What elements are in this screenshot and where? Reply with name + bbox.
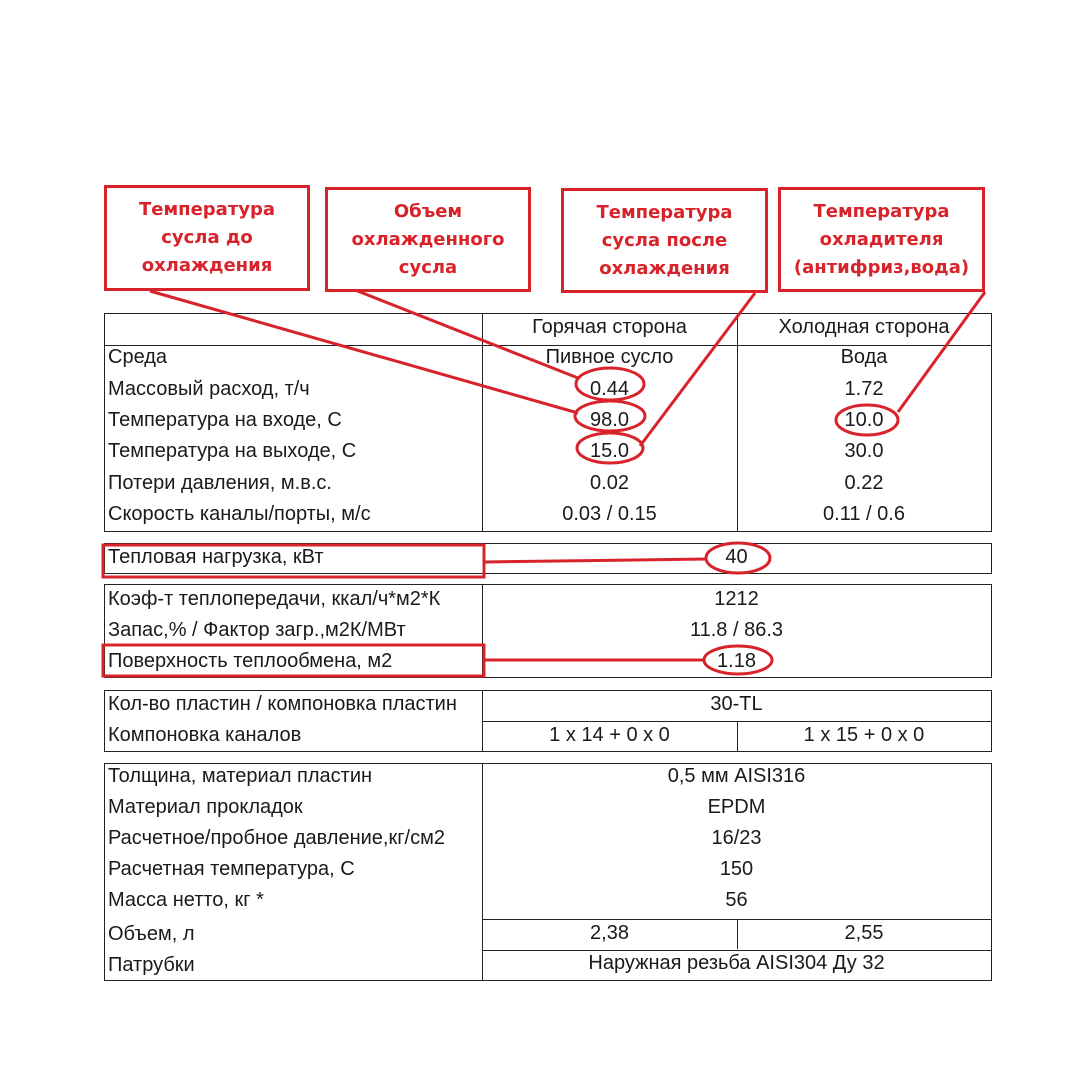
plate-count-label: Кол-во пластин / компоновка пластин bbox=[108, 693, 457, 715]
net-mass-label: Масса нетто, кг * bbox=[108, 889, 264, 911]
volume-hot: 2,38 bbox=[590, 922, 629, 944]
channels-label: Компоновка каналов bbox=[108, 724, 302, 746]
margin-fouling-value: 11.8 / 86.3 bbox=[689, 619, 784, 641]
callout-outlet-temp bbox=[561, 188, 768, 293]
volume-cold: 2,55 bbox=[844, 922, 884, 944]
plates-table bbox=[104, 690, 992, 752]
row-pressure-loss-hot: 0.02 bbox=[590, 472, 629, 494]
nozzles-value: Наружная резьба AISI304 Ду 32 bbox=[588, 952, 885, 974]
row-mass-flow-label: Массовый расход, т/ч bbox=[108, 378, 310, 400]
main-parameters-table bbox=[104, 313, 992, 532]
row-outlet-temp-cold: 30.0 bbox=[844, 440, 884, 462]
plate-count-value: 30-TL bbox=[710, 693, 763, 715]
row-velocity-label: Скорость каналы/порты, м/с bbox=[108, 503, 371, 525]
row-inlet-temp-label: Температура на входе, С bbox=[108, 409, 342, 431]
plate-thickness-value: 0,5 мм AISI316 bbox=[667, 765, 806, 787]
heat-load-value: 40 bbox=[725, 546, 748, 568]
transfer-coef-label: Коэф-т теплопередачи, ккал/ч*м2*К bbox=[108, 588, 441, 610]
row-pressure-loss-label: Потери давления, м.в.с. bbox=[108, 472, 332, 494]
volume-label: Объем, л bbox=[108, 923, 195, 945]
row-inlet-temp-cold: 10.0 bbox=[844, 409, 884, 431]
gasket-material-label: Материал прокладок bbox=[108, 796, 303, 818]
cold-side-header: Холодная сторона bbox=[778, 316, 950, 338]
callout-outlet-temp-text: Температура сусла после охлаждения bbox=[596, 201, 733, 279]
design-temp-label: Расчетная температура, С bbox=[108, 858, 355, 880]
specs-table bbox=[104, 763, 992, 981]
row-inlet-temp-hot: 98.0 bbox=[590, 409, 629, 431]
transfer-coef-value: 1212 bbox=[714, 588, 759, 610]
row-medium-hot: Пивное сусло bbox=[545, 346, 674, 368]
channels-cold: 1 x 15 + 0 x 0 bbox=[803, 724, 925, 746]
hot-side-header: Горячая сторона bbox=[532, 316, 687, 338]
surface-area-value: 1.18 bbox=[717, 650, 756, 672]
callout-coolant-temp-text: Температура охладителя (антифриз,вода) bbox=[793, 200, 970, 278]
design-temp-value: 150 bbox=[719, 858, 754, 880]
row-medium-label: Среда bbox=[108, 346, 168, 368]
design-pressure-value: 16/23 bbox=[711, 827, 762, 849]
callout-coolant-temp bbox=[778, 187, 985, 292]
row-velocity-hot: 0.03 / 0.15 bbox=[562, 503, 657, 525]
plate-thickness-label: Толщина, материал пластин bbox=[108, 765, 373, 787]
heat-load-label: Тепловая нагрузка, кВт bbox=[108, 546, 324, 568]
callout-volume-text: Объем охлажденного сусла bbox=[351, 200, 505, 278]
gasket-material-value: EPDM bbox=[707, 796, 766, 818]
row-velocity-cold: 0.11 / 0.6 bbox=[823, 503, 905, 525]
callout-volume bbox=[325, 187, 531, 292]
margin-fouling-label: Запас,% / Фактор загр.,м2К/МВт bbox=[108, 619, 406, 641]
row-outlet-temp-label: Температура на выходе, С bbox=[108, 440, 357, 462]
nozzles-label: Патрубки bbox=[108, 954, 195, 976]
callout-inlet-temp-text: Температура сусла до охлаждения bbox=[138, 199, 276, 276]
callout-inlet-temp bbox=[104, 185, 310, 291]
heat-transfer-table bbox=[104, 584, 992, 678]
row-mass-flow-cold: 1.72 bbox=[844, 378, 884, 400]
row-medium-cold: Вода bbox=[840, 346, 888, 368]
row-mass-flow-hot: 0.44 bbox=[590, 378, 629, 400]
design-pressure-label: Расчетное/пробное давление,кг/см2 bbox=[108, 827, 445, 849]
row-pressure-loss-cold: 0.22 bbox=[844, 472, 884, 494]
net-mass-value: 56 bbox=[725, 889, 748, 911]
surface-area-label: Поверхность теплообмена, м2 bbox=[108, 650, 393, 672]
heat-load-table bbox=[104, 543, 992, 574]
channels-hot: 1 x 14 + 0 x 0 bbox=[549, 724, 670, 746]
row-outlet-temp-hot: 15.0 bbox=[590, 440, 629, 462]
